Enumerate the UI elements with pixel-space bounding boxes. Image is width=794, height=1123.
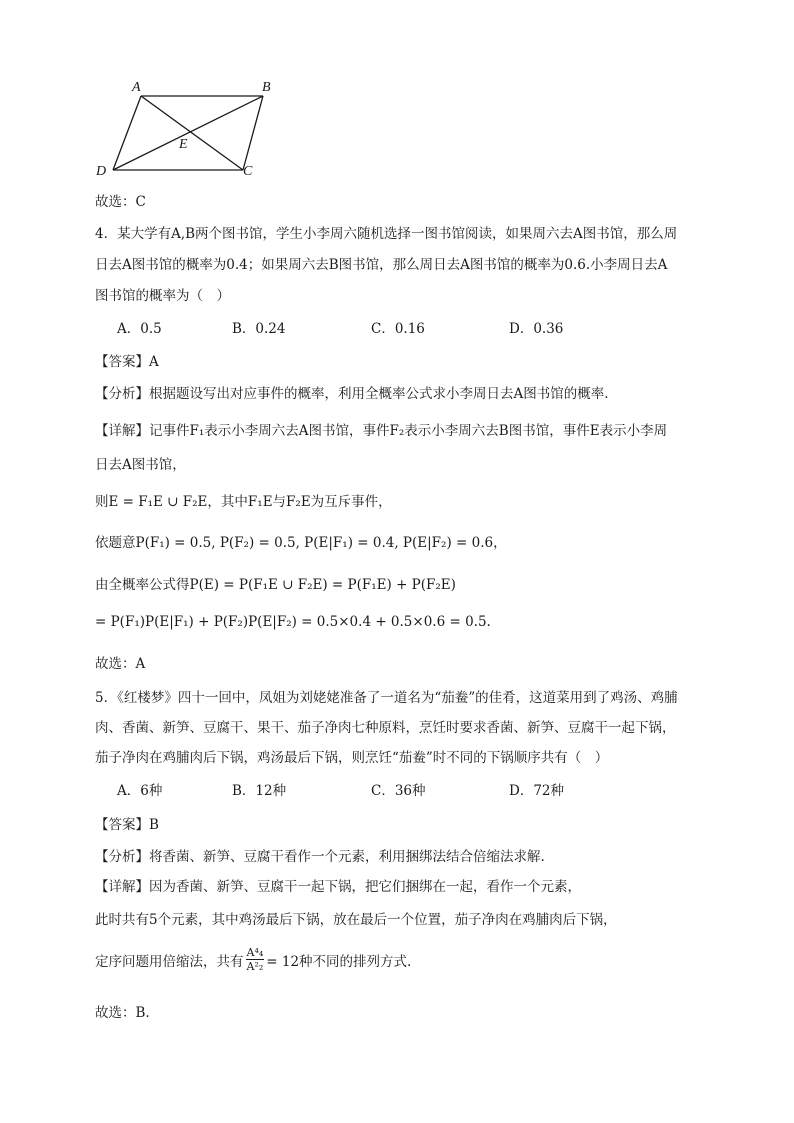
q4-detail-line3: 则E = F₁E ∪ F₂E，其中F₁E与F₂E为互斥事件，	[95, 494, 392, 510]
q4-stem-line2: 日去A图书馆的概率为0.4；如果周六去B图书馆，那么周日去A图书馆的概率为0.6.小李周日去A	[95, 257, 668, 273]
q4-stem-line3: 图书馆的概率为（ ）	[95, 288, 230, 304]
q5-detail-prefix: 定序问题用倍缩法，共有	[95, 953, 244, 970]
q5-stem-line1: 5．《红楼梦》四十一回中，凤姐为刘姥姥准备了一道名为“茄鲞”的佳肴，这道菜用到了鸡汤、鸡脯	[95, 690, 678, 706]
label-c: C	[243, 164, 253, 179]
q4-detail-line6: = P(F₁)P(E|F₁) + P(F₂)P(E|F₂) = 0.5×0.4 + 0.5×0.6 = 0.5.	[95, 614, 491, 630]
q5-detail-line2: 此时共有5个元素，其中鸡汤最后下锅，放在最后一个位置，茄子净肉在鸡脯肉后下锅，	[95, 912, 617, 928]
q4-option-a: A．0.5	[117, 321, 162, 337]
label-b: B	[262, 80, 271, 95]
q5-analysis: 【分析】将香菌、新笋、豆腐干看作一个元素，利用捆绑法结合倍缩法求解.	[95, 849, 545, 865]
q4-option-c: C．0.16	[371, 321, 425, 337]
q5-option-c: C．36种	[371, 783, 426, 799]
q4-option-d: D．0.36	[509, 321, 564, 337]
q5-detail-line1: 【详解】因为香菌、新笋、豆腐干一起下锅，把它们捆绑在一起，看作一个元素，	[95, 879, 581, 895]
side-bc	[243, 96, 263, 170]
q4-analysis: 【分析】根据题设写出对应事件的概率，利用全概率公式求小李周日去A图书馆的概率.	[95, 386, 609, 402]
q5-detail-line3	[95, 946, 411, 973]
q3-answer: 故选：C	[95, 194, 146, 210]
q4-detail-line2: 日去A图书馆，	[95, 457, 186, 473]
label-d: D	[96, 164, 107, 179]
parallelogram-figure	[90, 75, 290, 185]
label-a: A	[132, 80, 141, 95]
q4-answer: 【答案】A	[95, 354, 159, 370]
diagonal-bd	[113, 96, 263, 170]
q5-option-a: A．6种	[117, 783, 163, 799]
label-e: E	[179, 137, 188, 152]
fraction-denominator: A²₂	[246, 960, 264, 973]
q5-choose: 故选：B.	[95, 1005, 150, 1021]
q4-choose: 故选：A	[95, 656, 146, 672]
q5-option-b: B．12种	[232, 783, 287, 799]
q5-stem-line2: 肉、香菌、新笋、豆腐干、果干、茄子净肉七种原料，烹饪时要求香菌、新笋、豆腐干一起下锅，	[95, 720, 676, 736]
q4-detail-line1: 【详解】记事件F₁表示小李周六去A图书馆，事件F₂表示小李周六去B图书馆，事件E表示小李周	[95, 423, 668, 439]
q4-detail-line5: 由全概率公式得P(E) = P(F₁E ∪ F₂E) = P(F₁E) + P(F₂E)	[95, 577, 456, 593]
q5-answer: 【答案】B	[95, 817, 159, 833]
q5-detail-suffix: = 12种不同的排列方式.	[266, 953, 412, 970]
diagonal-ac	[141, 96, 243, 170]
fraction	[246, 946, 265, 973]
q4-stem-line1: 4．某大学有A,B两个图书馆，学生小李周六随机选择一图书馆阅读，如果周六去A图书馆，那么周	[95, 226, 678, 242]
q5-stem-line3: 茄子净肉在鸡脯肉后下锅，鸡汤最后下锅，则烹饪“茄鲞”时不同的下锅顺序共有（ ）	[95, 750, 609, 766]
q4-detail-line4: 依题意P(F₁) = 0.5, P(F₂) = 0.5, P(E|F₁) = 0.4, P(E|F₂) = 0.6，	[95, 535, 507, 551]
q4-option-b: B．0.24	[232, 321, 286, 337]
q5-option-d: D．72种	[509, 783, 565, 799]
fraction-numerator: A⁴₄	[246, 946, 264, 959]
